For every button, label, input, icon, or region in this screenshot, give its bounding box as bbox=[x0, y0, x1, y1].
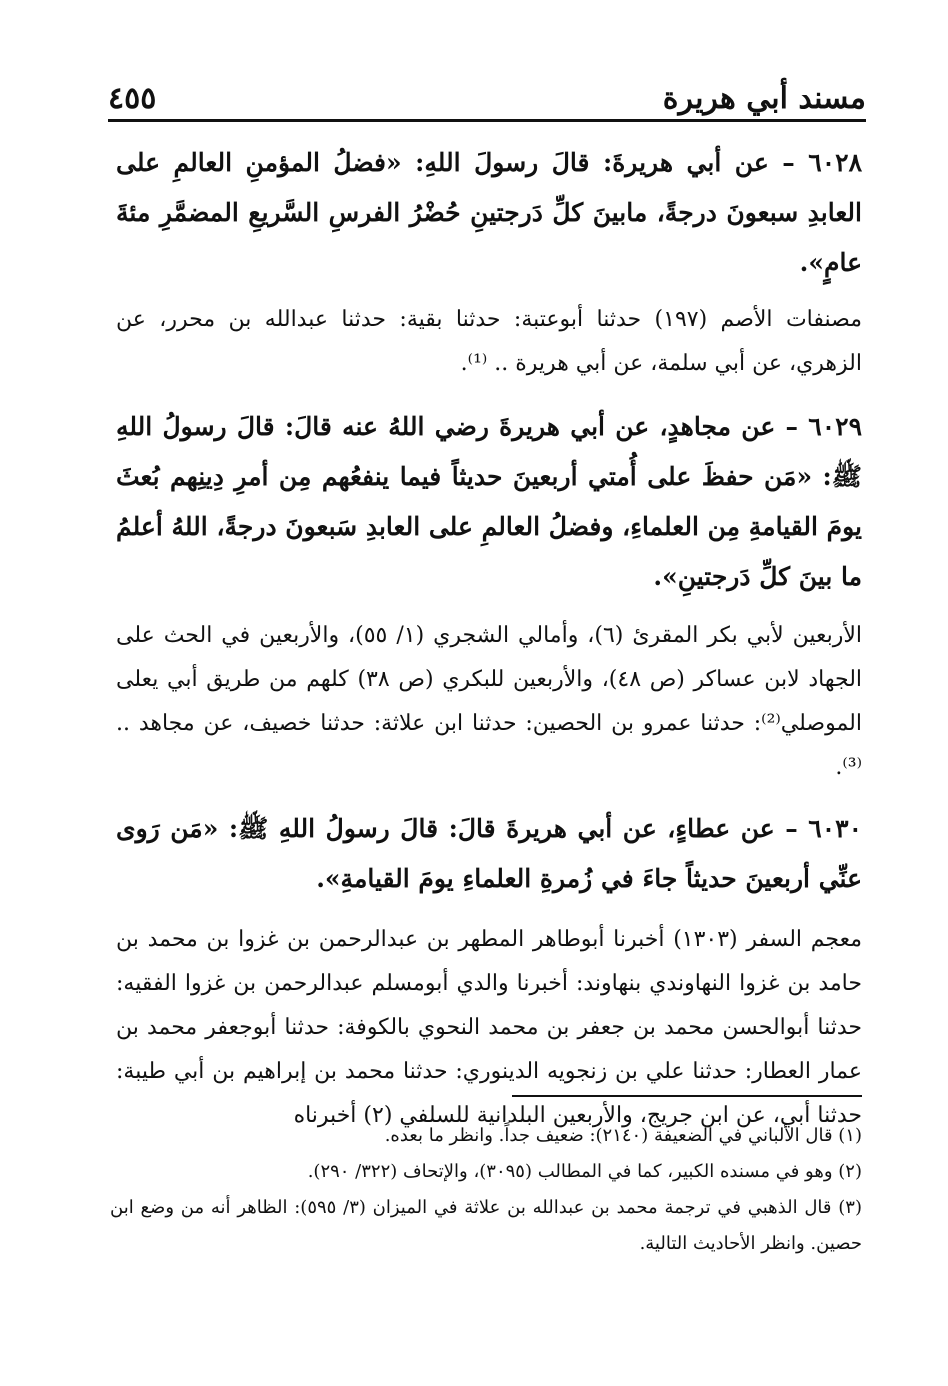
source-6029: الأربعين لأبي بكر المقرئ (٦)، وأمالي الشجري (١/ ٥٥)، والأربعين في الحث على الجهاد لابن عساكر (ص ٤٨)، والأربعين للبكري (ص ٣٨) كلهم من طريق أبي يعلى الموصلي⁽²⁾: حدثنا عمرو بن الحصين: حدثنا ابن علاثة: حدثنا خصيف، عن مجاهد .. ⁽³⁾. bbox=[116, 623, 863, 780]
footnote-divider bbox=[512, 1095, 862, 1097]
hadith-6030: ٦٠٣٠ – عن عطاءٍ، عن أبي هريرةَ قالَ: قالَ رسولُ اللهِ ﷺ: «مَن رَوى عنِّي أربعينَ حديثاً جاءَ في زُمرةِ العلماءِ يومَ القيامةِ». bbox=[116, 814, 862, 893]
footnote-2: (٢) وهو في مسنده الكبير، كما في المطالب (٣٠٩٥)، والإتحاف (٣٢٢/ ٢٩٠). bbox=[307, 1161, 862, 1182]
source-6030: معجم السفر (١٣٠٣) أخبرنا أبوطاهر المطهر بن عبدالرحمن بن غزوا بن محمد بن حامد بن غزوا النهاوندي بنهاوند: أخبرنا والدي أبومسلم عبدالرحمن بن غزوا الفقيه: حدثنا أبوالحسن محمد بن جعفر بن محمد النحوي بالكوفة: حدثنا أبوجعفر محمد بن عمار العطار: حدثنا علي بن زنجويه الدينوري: حدثنا محمد بن إبراهيم بن أبي طيبة: حدثنا أبي، عن ابن جريج، والأربعين البلدانية للسلفي (٢) أخبرناه bbox=[116, 927, 862, 1128]
hadith-6028: ٦٠٢٨ – عن أبي هريرةَ: قالَ رسولَ اللهِ: «فضلُ المؤمنِ العالمِ على العابدِ سبعونَ درجةً، مابينَ كلِّ دَرجتينِ حُضْرُ الفرسِ السَّريعِ المضمَّرِ مئةَ عامٍ». bbox=[116, 148, 862, 277]
main-text bbox=[116, 138, 862, 1138]
hadith-6029: ٦٠٢٩ – عن مجاهدٍ، عن أبي هريرةَ رضي اللهُ عنه قالَ: قالَ رسولُ اللهِ ﷺ: «مَن حفظَ على أُمتي أربعينَ حديثاً فيما ينفعُهم مِن أمرِ دِينِهم بُعثَ يومَ القيامةِ مِن العلماءِ، وفضلُ العالمِ على العابدِ سَبعونَ درجةً، اللهُ أعلمُ ما بينَ كلِّ دَرجتينِ». bbox=[116, 412, 862, 591]
source-6028: مصنفات الأصم (١٩٧) حدثنا أبوعتبة: حدثنا بقية: حدثنا عبدالله بن محرر، عن الزهري، عن أبي سلمة، عن أبي هريرة .. ⁽¹⁾. bbox=[116, 307, 862, 376]
page-number: ٤٥٥ bbox=[108, 81, 157, 116]
running-title: مسند أبي هريرة bbox=[662, 81, 866, 116]
footnote-3: (٣) قال الذهبي في ترجمة محمد بن عبدالله بن علاثة في الميزان (٣/ ٥٩٥): الظاهر أنه من وضع ابن حصين. وانظر الأحاديث التالية. bbox=[110, 1197, 862, 1254]
page-header bbox=[108, 78, 866, 116]
footnotes bbox=[110, 1118, 862, 1262]
footnote-1: (١) قال الألباني في الضعيفة (٢١٤٠): ضعيف جداً. وانظر ما بعده. bbox=[384, 1125, 862, 1146]
header-divider bbox=[108, 119, 866, 122]
